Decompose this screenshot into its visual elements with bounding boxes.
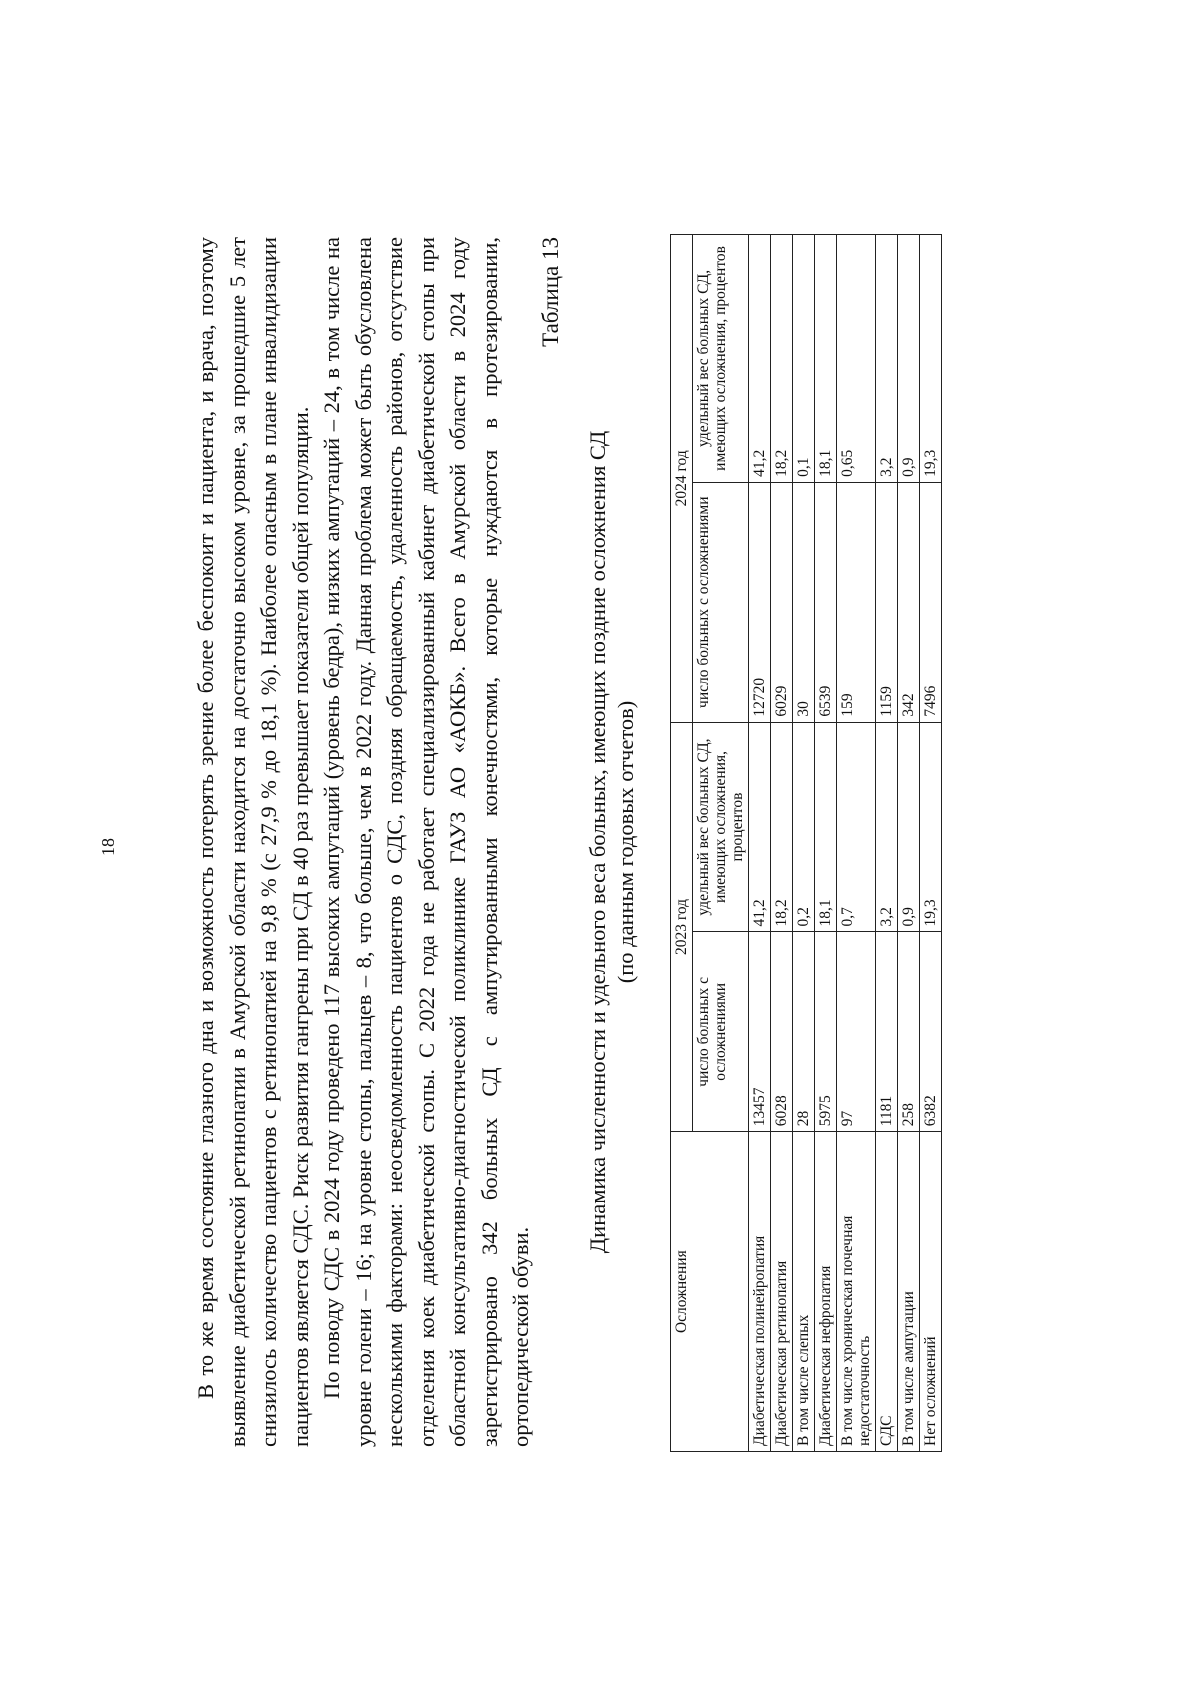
row-name: Нет осложнений (920, 1132, 942, 1452)
table-row (771, 235, 793, 1452)
row-name: Диабетическая нефропатия (815, 1132, 837, 1452)
row-name: Диабетическая ретинопатия (771, 1132, 793, 1452)
count-2024-cell: 1159 (876, 482, 898, 722)
share-2024-cell: 0,65 (837, 235, 876, 483)
share-2024-cell: 0,9 (898, 235, 920, 483)
header-count-2023: число больных с осложнениями (693, 932, 749, 1132)
complications-table (670, 234, 942, 1452)
share-2023-cell: 3,2 (876, 722, 898, 932)
caption-line-2: (по данным годовых отчетов) (613, 700, 638, 984)
table-row (876, 235, 898, 1452)
header-year-2024: 2024 год (671, 235, 693, 723)
header-count-2024: число больных с осложнениями (693, 482, 749, 722)
paragraph-1: В то же время состояние глазного дна и возможность потерять зрение более беспокоит и пациента, и врача, поэтому выявление диабетической ретинопатии в Амурской области находится на достаточно высоком уровне, за прошедшие 5 лет снизилось количество пациентов с ретинопатией на 9,8 % (с 27,9 % до 18,1 %). Наиболее опасным в плане инвалидизации пациентов является СДС. Риск развития гангрены при СД в 40 раз превышает показатели общей популяции. (193, 237, 313, 1447)
count-2024-cell: 342 (898, 482, 920, 722)
count-2023-cell: 258 (898, 932, 920, 1132)
row-name: В том числе ампутации (898, 1132, 920, 1452)
table-row (837, 235, 876, 1452)
table-caption (584, 237, 640, 1447)
row-name: СДС (876, 1132, 898, 1452)
rotated-page (90, 87, 1110, 1607)
count-2023-cell: 5975 (815, 932, 837, 1132)
table-header-row-1 (671, 235, 693, 1452)
count-2023-cell: 97 (837, 932, 876, 1132)
count-2024-cell: 6029 (771, 482, 793, 722)
table-row (815, 235, 837, 1452)
count-2024-cell: 159 (837, 482, 876, 722)
count-2023-cell: 13457 (749, 932, 771, 1132)
body-text (190, 237, 537, 1447)
table-label: Таблица 13 (538, 237, 563, 347)
count-2024-cell: 7496 (920, 482, 942, 722)
share-2023-cell: 0,7 (837, 722, 876, 932)
share-2024-cell: 41,2 (749, 235, 771, 483)
table-row (898, 235, 920, 1452)
count-2023-cell: 28 (793, 932, 815, 1132)
share-2024-cell: 19,3 (920, 235, 942, 483)
count-2024-cell: 12720 (749, 482, 771, 722)
share-2023-cell: 18,2 (771, 722, 793, 932)
table-row (749, 235, 771, 1452)
count-2024-cell: 6539 (815, 482, 837, 722)
share-2024-cell: 0,1 (793, 235, 815, 483)
count-2023-cell: 6028 (771, 932, 793, 1132)
row-name: Диабетическая полинейропатия (749, 1132, 771, 1452)
count-2023-cell: 1181 (876, 932, 898, 1132)
share-2023-cell: 0,9 (898, 722, 920, 932)
header-complications: Осложнения (671, 1132, 749, 1452)
share-2024-cell: 18,1 (815, 235, 837, 483)
row-name: В том числе хроническая почечная недостаточность (837, 1132, 876, 1452)
share-2024-cell: 3,2 (876, 235, 898, 483)
count-2024-cell: 30 (793, 482, 815, 722)
paragraph-2: По поводу СДС в 2024 году проведено 117 высоких ампутаций (уровень бедра), низких ампутаций – 24, в том числе на уровне голени – 16; на уровне стопы, пальцев – 8, что больше, чем в 2022 году. Данная проблема может быть обусловлена несколькими факторами: неосведомленность пациентов о СДС, поздняя обращаемость, удаленность районов, отсутствие отделения коек диабетической стопы. С 2022 года не работает специализированный кабинет диабетической стопы при областной консультативно-диагностической поликлинике ГАУЗ АО «АОКБ». Всего в Амурской области в 2024 году зарегистрировано 342 больных СД с ампутированными конечностями, которые нуждаются в протезировании, ортопедической обуви. (319, 237, 533, 1447)
table-row (793, 235, 815, 1452)
header-share-2024: удельный вес больных СД, имеющих осложнения, процентов (693, 235, 749, 483)
header-share-2023: удельный вес больных СД, имеющих осложнения, процентов (693, 722, 749, 932)
header-year-2023: 2023 год (671, 722, 693, 1132)
share-2023-cell: 18,1 (815, 722, 837, 932)
share-2024-cell: 18,2 (771, 235, 793, 483)
share-2023-cell: 0,2 (793, 722, 815, 932)
count-2023-cell: 6382 (920, 932, 942, 1132)
page-number: 18 (98, 838, 118, 856)
table-row (920, 235, 942, 1452)
share-2023-cell: 19,3 (920, 722, 942, 932)
row-name: В том числе слепых (793, 1132, 815, 1452)
share-2023-cell: 41,2 (749, 722, 771, 932)
caption-line-1: Динамика численности и удельного веса больных, имеющих поздние осложнения СД (585, 430, 610, 1254)
